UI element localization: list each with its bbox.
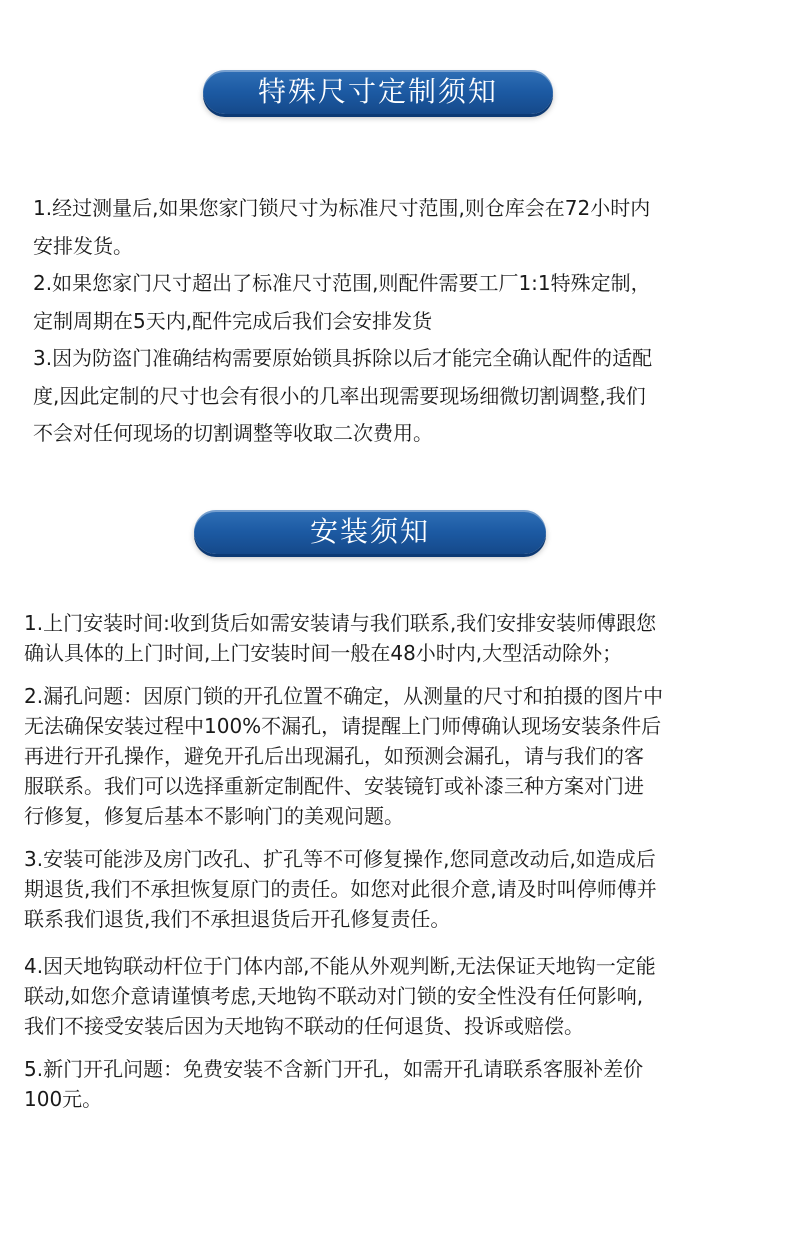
notice-paragraph: 3.安装可能涉及房门改孔、扩孔等不可修复操作,您同意改动后,如造成后 期退货,我们不承担恢复原门的责任。如您对此很介意,请及时叫停师傅并 联系我们退货,我们不承担退货后开孔修复责任。 [24,847,657,931]
installation-notice [0,608,790,1114]
notice-paragraph: 1.经过测量后,如果您家门锁尺寸为标准尺寸范围,则仓库会在72小时内 安排发货。 [33,196,651,258]
notice-paragraph: 2.漏孔问题：因原门锁的开孔位置不确定，从测量的尺寸和拍摄的图片中 无法确保安装过程中100%不漏孔，请提醒上门师傅确认现场安装条件后 再进行开孔操作，避免开孔后出现漏孔，如预测会漏孔，请与我们的客 服联系。我们可以选择重新定制配件、安装镜钉或补漆三种方案对门进 行修复，修复后基本不影响门的美观问题。 [24,684,664,828]
notice-paragraph: 4.因天地钩联动杆位于门体内部,不能从外观判断,无法保证天地钩一定能 联动,如您介意请谨慎考虑,天地钩不联动对门锁的安全性没有任何影响, 我们不接受安装后因为天地钩不联动的任何退货、投诉或赔偿。 [24,954,656,1038]
custom-size-notice [0,190,790,453]
section-title-custom-size: 特殊尺寸定制须知 [203,70,553,114]
notice-paragraph: 5.新门开孔问题：免费安装不含新门开孔，如需开孔请联系客服补差价 100元。 [24,1057,644,1111]
notice-paragraph: 1.上门安装时间:收到货后如需安装请与我们联系,我们安排安装师傅跟您 确认具体的上门时间,上门安装时间一般在48小时内,大型活动除外； [24,611,657,665]
section-title-installation: 安装须知 [194,510,546,554]
notice-paragraph: 3.因为防盗门准确结构需要原始锁具拆除以后才能完全确认配件的适配 度,因此定制的尺寸也会有很小的几率出现需要现场细微切割调整,我们 不会对任何现场的切割调整等收取二次费用。 [33,346,653,445]
notice-paragraph: 2.如果您家门尺寸超出了标准尺寸范围,则配件需要工厂1:1特殊定制， 定制周期在5天内,配件完成后我们会安排发货 [33,271,651,333]
